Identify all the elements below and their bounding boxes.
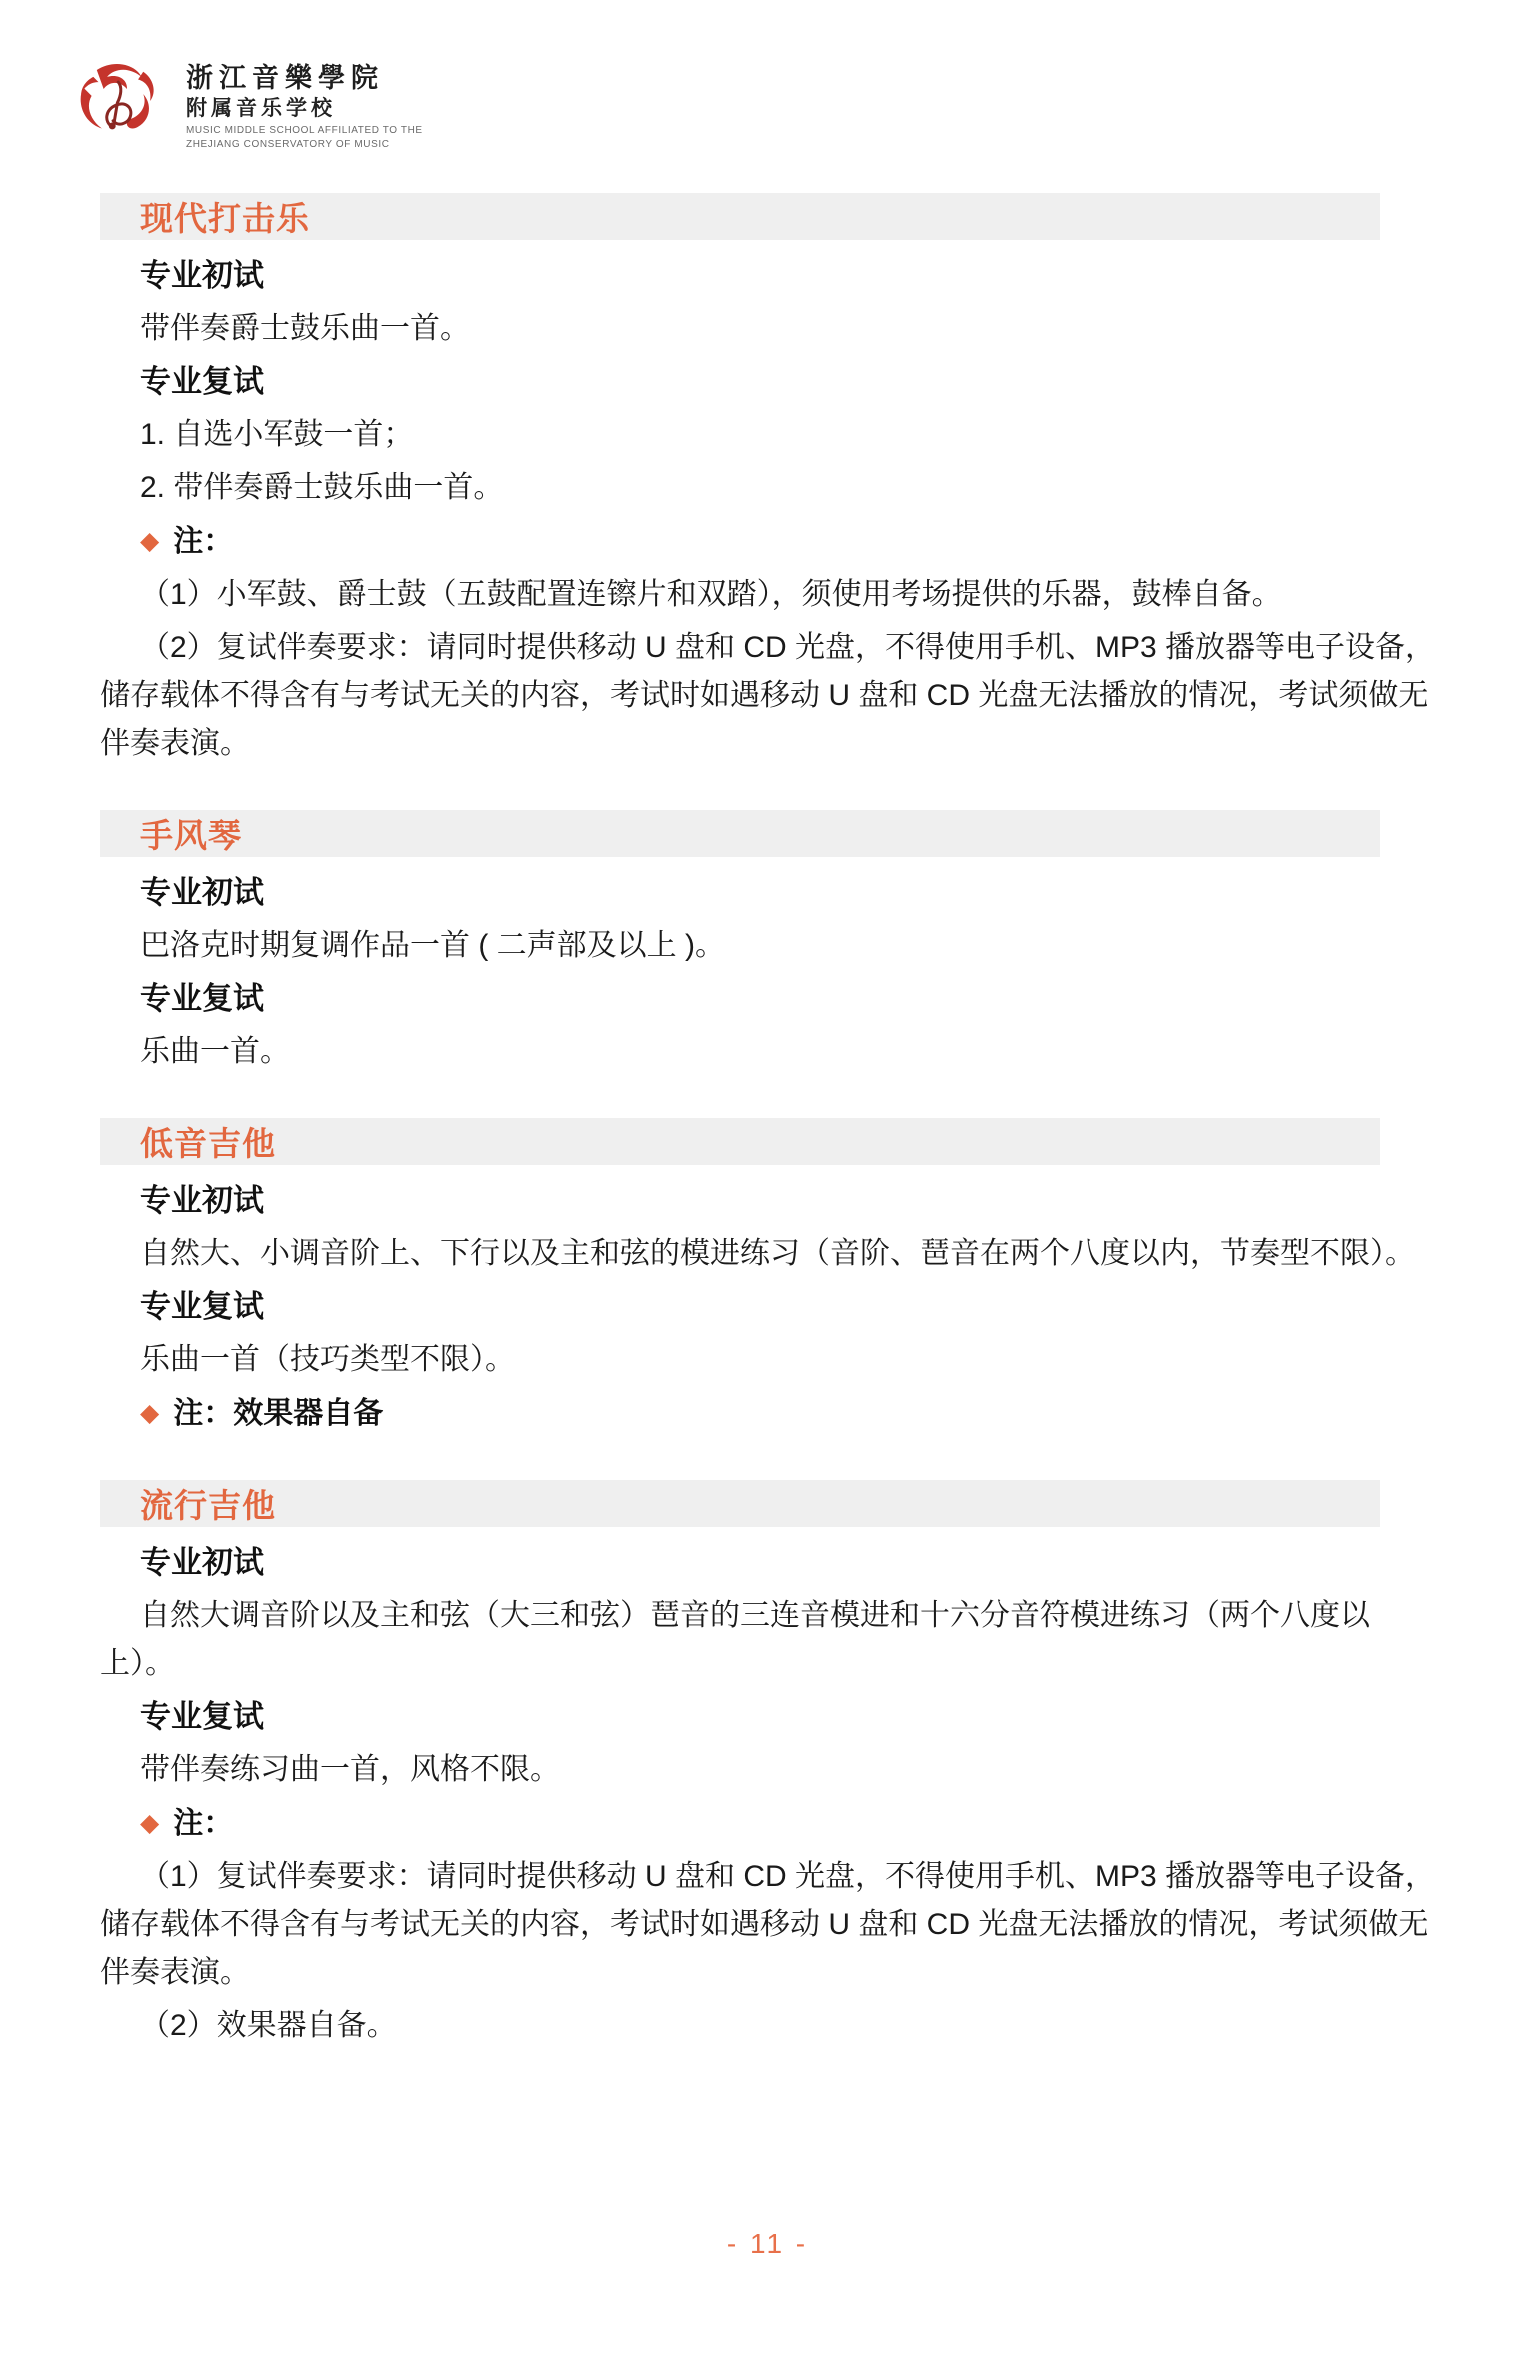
requirement-paragraph: 乐曲一首。 [140, 1035, 290, 1068]
exam-stage-heading: 专业初试 [140, 875, 264, 910]
school-name-english-line2: ZHEJIANG CONSERVATORY OF MUSIC [186, 139, 390, 150]
requirement-paragraph: 自然大、小调音阶上、下行以及主和弦的模进练习（音阶、琶音在两个八度以内，节奏型不限）。 [140, 1237, 1415, 1270]
exam-stage-heading: 专业初试 [140, 1183, 264, 1218]
sections-container [100, 193, 1437, 2092]
requirement-paragraph: （2）效果器自备。 [140, 2009, 397, 2042]
requirement-paragraph: （1）小军鼓、爵士鼓（五鼓配置连镲片和双踏），须使用考场提供的乐器，鼓棒自备。 [140, 578, 1282, 611]
exam-stage-heading: 专业复试 [140, 1699, 264, 1734]
page-number: - 11 - [726, 2228, 809, 2259]
requirement-paragraph: （1）复试伴奏要求：请同时提供移动 U 盘和 CD 光盘，不得使用手机、MP3 播放器等电子设备，储存载体不得含有与考试无关的内容，考试时如遇移动 U 盘和 CD 光盘无法播放的情况，考试须做无伴奏表演。 [100, 1860, 1436, 1989]
note-line [140, 517, 1437, 566]
school-logo [70, 58, 423, 150]
phoenix-treble-clef-logo-icon [70, 58, 170, 144]
note-text: 注： [173, 525, 234, 558]
exam-stage-heading: 专业复试 [140, 364, 264, 399]
diamond-bullet-icon: ◆ [140, 1809, 160, 1837]
school-name-sub: 附属音乐学校 [186, 97, 336, 120]
note-text: 注：效果器自备 [173, 1397, 384, 1430]
section-title: 现代打击乐 [140, 200, 310, 237]
exam-stage-heading: 专业初试 [140, 1545, 264, 1580]
exam-stage-heading: 专业复试 [140, 981, 264, 1016]
requirement-paragraph: 1. 自选小军鼓一首； [140, 418, 414, 451]
logo-text-block [186, 58, 423, 150]
requirement-paragraph: 带伴奏练习曲一首，风格不限。 [140, 1753, 560, 1786]
section-header-bar [100, 810, 1380, 857]
section-title: 手风琴 [140, 817, 242, 854]
exam-stage-heading: 专业复试 [140, 1289, 264, 1324]
instrument-section [100, 193, 1437, 768]
requirement-paragraph: （2）复试伴奏要求：请同时提供移动 U 盘和 CD 光盘，不得使用手机、MP3 播放器等电子设备，储存载体不得含有与考试无关的内容，考试时如遇移动 U 盘和 CD 光盘无法播放的情况，考试须做无伴奏表演。 [100, 631, 1436, 760]
section-title: 低音吉他 [140, 1125, 276, 1162]
exam-stage-heading: 专业初试 [140, 258, 264, 293]
school-name-english-line1: MUSIC MIDDLE SCHOOL AFFILIATED TO THE [186, 125, 423, 136]
requirement-paragraph: 2. 带伴奏爵士鼓乐曲一首。 [140, 471, 504, 504]
instrument-section [100, 810, 1437, 1076]
instrument-section [100, 1480, 1437, 2050]
requirement-paragraph: 乐曲一首（技巧类型不限）。 [140, 1343, 515, 1376]
diamond-bullet-icon: ◆ [140, 1399, 160, 1427]
section-title: 流行吉他 [140, 1487, 276, 1524]
section-header-bar [100, 193, 1380, 240]
requirement-paragraph: 巴洛克时期复调作品一首 ( 二声部及以上 )。 [140, 929, 725, 962]
note-text: 注： [173, 1807, 234, 1840]
note-line [140, 1389, 1437, 1438]
section-header-bar [100, 1480, 1380, 1527]
instrument-section [100, 1118, 1437, 1438]
section-header-bar [100, 1118, 1380, 1165]
requirement-paragraph: 带伴奏爵士鼓乐曲一首。 [140, 312, 470, 345]
note-line [140, 1799, 1437, 1848]
requirement-paragraph: 自然大调音阶以及主和弦（大三和弦）琶音的三连音模进和十六分音符模进练习（两个八度以上）。 [100, 1599, 1370, 1680]
school-name-calligraphy: 浙江音樂學院 [186, 63, 384, 94]
diamond-bullet-icon: ◆ [140, 527, 160, 555]
